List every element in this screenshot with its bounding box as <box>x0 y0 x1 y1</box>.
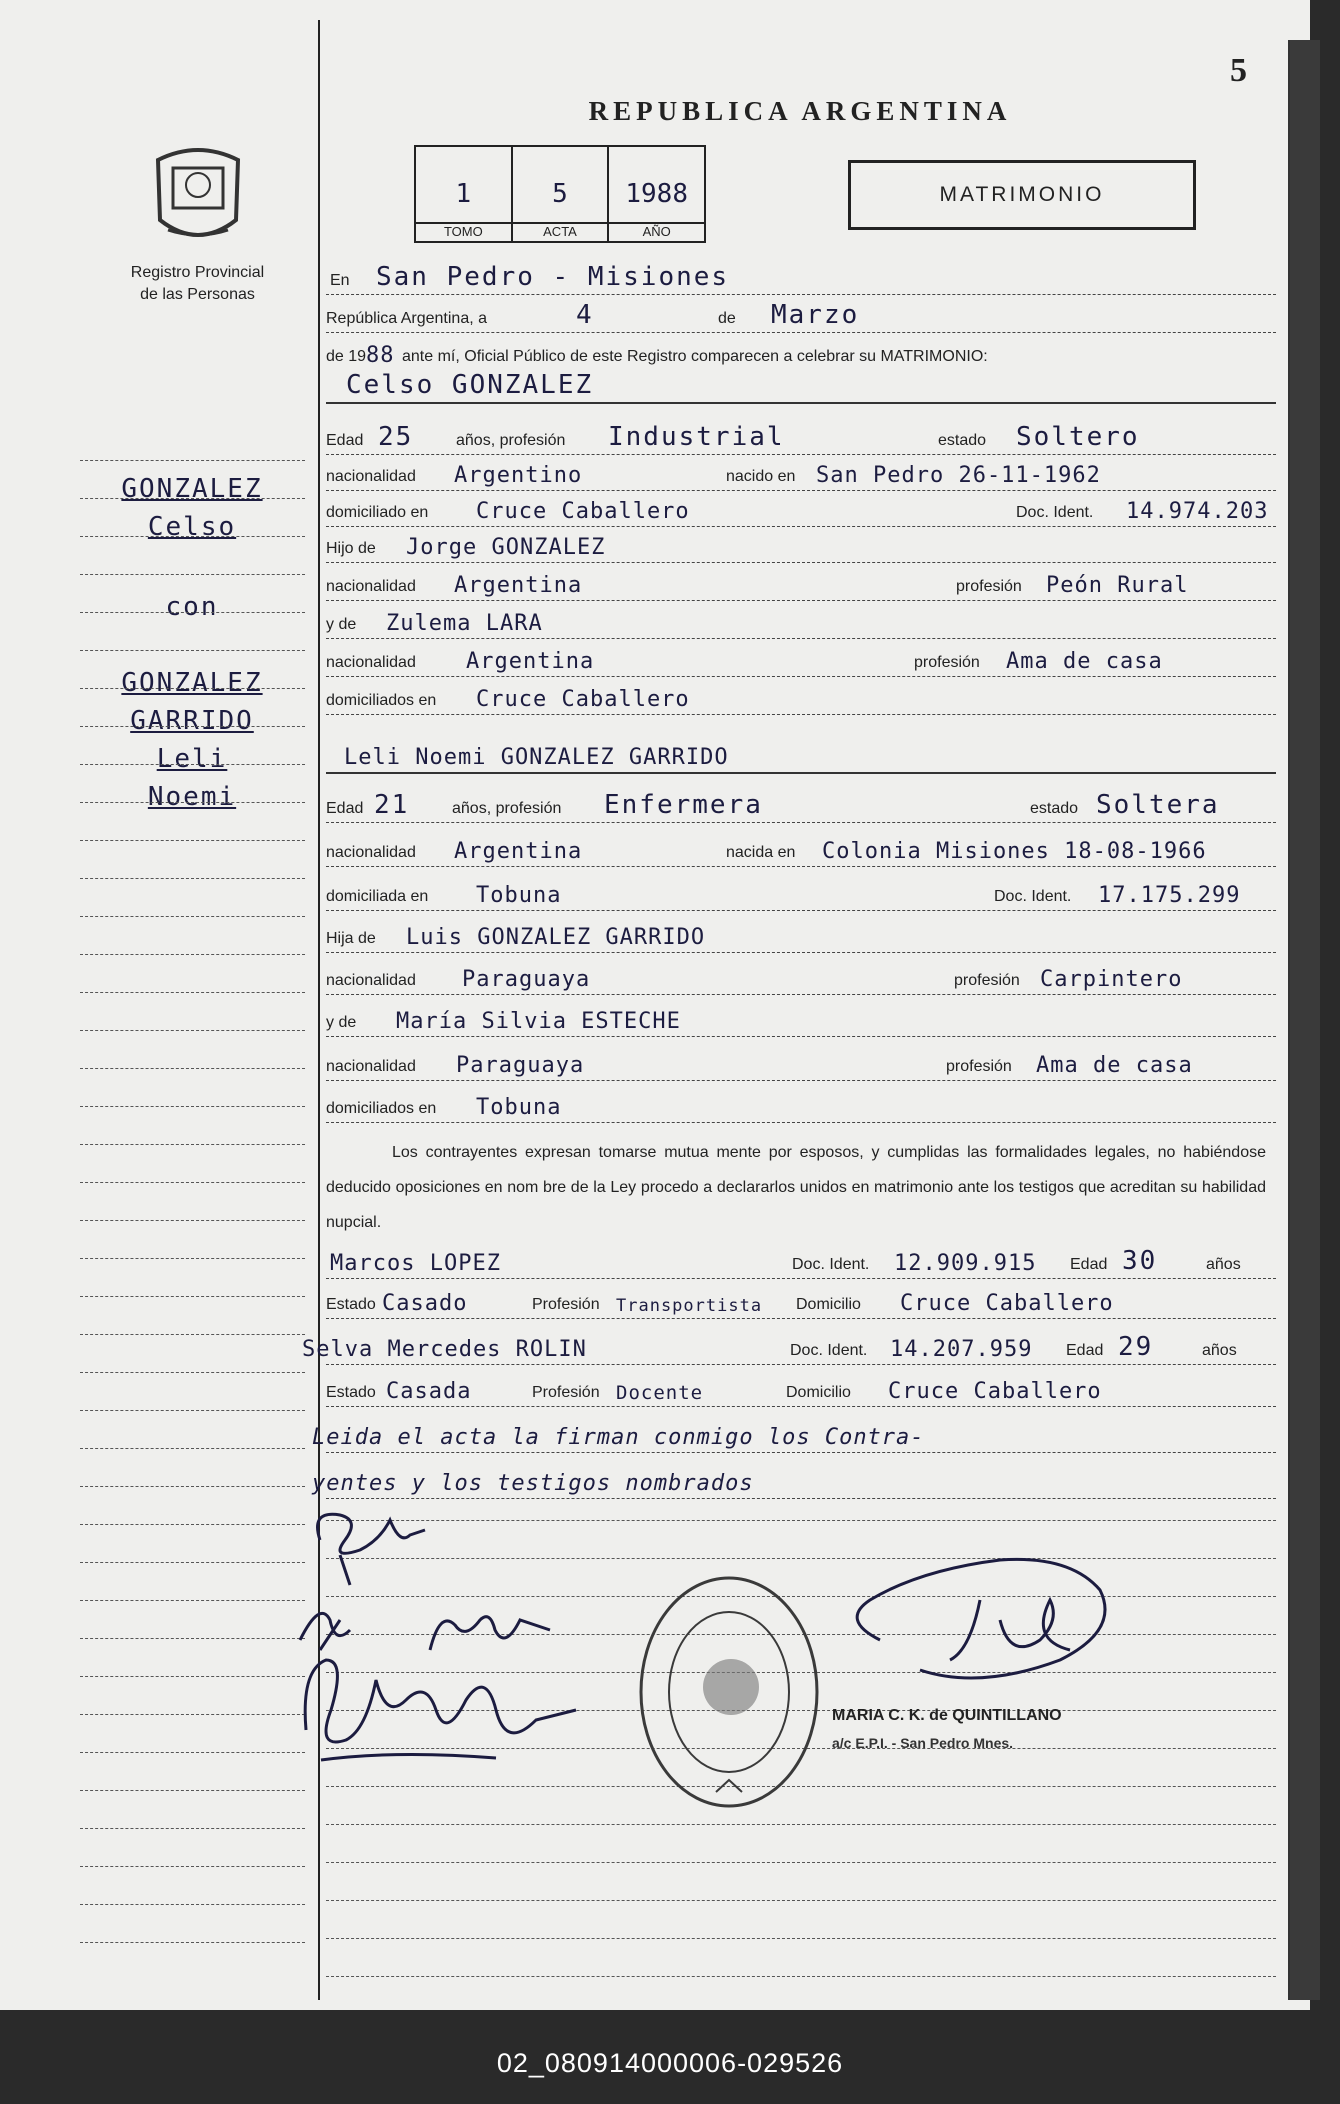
page-edge <box>1290 40 1320 2000</box>
label: Edad <box>326 432 364 449</box>
acta-value: 5 <box>552 179 568 209</box>
bride-father-profession: Carpintero <box>1040 967 1183 992</box>
margin-rule <box>80 1600 305 1601</box>
margin-rule <box>80 954 305 955</box>
ruled-line <box>326 1976 1276 1977</box>
ruled-line <box>326 1862 1276 1863</box>
label: Doc. Ident. <box>792 1256 870 1273</box>
officer-name: MARIA C. K. de QUINTILLANO <box>832 1707 1062 1724</box>
ruled-line <box>326 1520 1276 1521</box>
label: Doc. Ident. <box>1016 504 1094 521</box>
margin-rule <box>80 1410 305 1411</box>
label: Hija de <box>326 930 376 947</box>
bride-age-row <box>326 790 1276 823</box>
witness1-details-row <box>326 1286 1276 1319</box>
bride-mother-nationality: Paraguaya <box>456 1053 585 1078</box>
bride-nationality-row <box>326 834 1276 867</box>
closing-text-1: Leida el acta la firman conmigo los Contra- <box>312 1425 925 1450</box>
bride-address: Tobuna <box>476 883 562 908</box>
bride-parents-address: Tobuna <box>476 1095 562 1120</box>
de-label: de <box>718 310 736 327</box>
bride-mother: María Silvia ESTECHE <box>396 1009 681 1034</box>
margin-rule <box>80 1752 305 1753</box>
ruled-line <box>326 1938 1276 1939</box>
bride-father-row <box>326 920 1276 953</box>
witness2-age: 29 <box>1118 1332 1154 1362</box>
bride-mother-profession: Ama de casa <box>1036 1053 1193 1078</box>
ruled-line <box>326 1824 1276 1825</box>
margin-name: Leli <box>156 744 228 774</box>
bride-mother-nat-row <box>326 1048 1276 1081</box>
signature-groom <box>300 1500 450 1590</box>
label: profesión <box>914 654 980 671</box>
groom-nationality-row <box>326 458 1276 491</box>
margin-rule <box>80 574 305 575</box>
registry-line-2: de las Personas <box>140 286 255 303</box>
label: nacido en <box>726 468 796 485</box>
margin-rule <box>80 1372 305 1373</box>
label: nacionalidad <box>326 1058 416 1075</box>
groom-mother-nat-row <box>326 644 1276 677</box>
place-value: San Pedro - Misiones <box>376 262 730 292</box>
bride-status: Soltera <box>1096 790 1220 820</box>
witness2-address: Cruce Caballero <box>888 1379 1102 1404</box>
anio-label: AÑO <box>609 222 704 239</box>
label: Domicilio <box>796 1296 861 1313</box>
margin-rule <box>80 460 305 461</box>
officer-title: a/c E.P.I. - San Pedro Mnes. <box>832 1735 1014 1751</box>
label: nacionalidad <box>326 654 416 671</box>
witness1-row <box>326 1246 1276 1279</box>
margin-rule <box>80 1068 305 1069</box>
official-stamp-icon <box>636 1572 822 1812</box>
margin-name: Noemi <box>147 782 237 812</box>
margin-name: con <box>165 592 219 622</box>
label: domiciliado en <box>326 504 429 521</box>
place-row <box>326 262 1276 295</box>
label: nacionalidad <box>326 972 416 989</box>
registry-line-1: Registro Provincial <box>130 264 265 281</box>
intro-text: ante mí, Oficial Público de este Registro comparecen a celebrar su MATRIMONIO: <box>402 348 988 365</box>
groom-father-nat-row <box>326 568 1276 601</box>
margin-rule <box>80 536 305 537</box>
label: nacionalidad <box>326 578 416 595</box>
margin-rule <box>80 1866 305 1867</box>
margin-rule <box>80 1942 305 1943</box>
acta-label: ACTA <box>513 222 608 239</box>
margin-rule <box>80 1676 305 1677</box>
margin-name: GONZALEZ <box>121 668 263 698</box>
bride-parents-address-row <box>326 1090 1276 1123</box>
groom-name-row <box>326 370 1276 404</box>
month-value: Marzo <box>771 300 860 330</box>
groom-age: 25 <box>378 422 414 452</box>
bride-name-row <box>326 740 1276 774</box>
signature-witnesses <box>296 1640 596 1770</box>
groom-status: Soltero <box>1016 422 1140 452</box>
label: nacionalidad <box>326 468 416 485</box>
groom-father-profession: Peón Rural <box>1046 573 1189 598</box>
margin-rule <box>80 878 305 879</box>
closing-text-2: yentes y los testigos nombrados <box>312 1471 754 1496</box>
witness2-name: Selva Mercedes ROLIN <box>302 1337 587 1362</box>
margin-rule <box>80 1258 305 1259</box>
witness2-status: Casada <box>386 1379 472 1404</box>
margin-rule <box>80 1334 305 1335</box>
groom-nationality: Argentino <box>454 463 583 488</box>
bride-name: Leli Noemi GONZALEZ GARRIDO <box>344 745 729 770</box>
margin-rule <box>80 764 305 765</box>
groom-mother-profession: Ama de casa <box>1006 649 1163 674</box>
margin-rule <box>80 1220 305 1221</box>
witness1-profession: Transportista <box>616 1296 763 1316</box>
closing-row-2 <box>312 1466 1276 1499</box>
label: años <box>1202 1342 1237 1359</box>
witness1-name: Marcos LOPEZ <box>330 1251 501 1276</box>
margin-rule <box>80 1714 305 1715</box>
page-number: 5 <box>1230 52 1247 89</box>
declaration-text: Los contrayentes expresan tomarse mutua mente por esposos, y cumplidas las formalidades legales, no habiéndose deducido oposiciones en nom bre de la Ley procedo a declararlos unidos en matrimonio ante los testigos que acreditan su habilidad nupcial. <box>326 1144 1266 1231</box>
margin-rule <box>80 1790 305 1791</box>
label: domiciliados en <box>326 692 437 709</box>
groom-doc: 14.974.203 <box>1126 499 1269 524</box>
label: y de <box>326 616 357 633</box>
margin-rule <box>80 1828 305 1829</box>
groom-mother-nationality: Argentina <box>466 649 595 674</box>
label: Profesión <box>532 1384 600 1401</box>
label: profesión <box>946 1058 1012 1075</box>
label: Estado <box>326 1384 376 1401</box>
date-row <box>326 300 1276 333</box>
groom-father-row <box>326 530 1276 563</box>
witness1-address: Cruce Caballero <box>900 1291 1114 1316</box>
republica-label: República Argentina, a <box>326 310 487 327</box>
groom-birth: San Pedro 26-11-1962 <box>816 463 1101 488</box>
margin-rule <box>80 612 305 613</box>
margin-rule <box>80 688 305 689</box>
margin-rule <box>80 1448 305 1449</box>
provincial-seal-icon <box>148 140 248 250</box>
margin-name: GONZALEZ <box>121 474 263 504</box>
groom-address-row <box>326 494 1276 527</box>
label: Doc. Ident. <box>790 1342 868 1359</box>
bride-age: 21 <box>374 790 410 820</box>
groom-age-row <box>326 422 1276 455</box>
margin-name: Celso <box>147 512 237 542</box>
groom-parents-address: Cruce Caballero <box>476 687 690 712</box>
groom-father-nationality: Argentina <box>454 573 583 598</box>
label: Edad <box>1070 1256 1108 1273</box>
anio-value: 1988 <box>625 179 688 209</box>
bride-profession: Enfermera <box>604 790 763 820</box>
label: años, profesión <box>456 432 566 449</box>
record-number-box <box>414 145 706 243</box>
label: Edad <box>1066 1342 1104 1359</box>
label: profesión <box>954 972 1020 989</box>
margin-rule <box>80 916 305 917</box>
margin-rule <box>80 1638 305 1639</box>
bride-nationality: Argentina <box>454 839 583 864</box>
intro-row <box>326 338 1276 370</box>
label: domiciliados en <box>326 1100 437 1117</box>
footer-code: 02_080914000006-029526 <box>496 2048 844 2078</box>
margin-rule <box>80 1486 305 1487</box>
en-label: En <box>330 272 350 289</box>
margin-rule <box>80 498 305 499</box>
groom-mother: Zulema LARA <box>386 611 543 636</box>
bride-doc: 17.175.299 <box>1098 883 1241 908</box>
label: Domicilio <box>786 1384 851 1401</box>
ruled-line <box>326 1900 1276 1901</box>
bride-mother-row <box>326 1004 1276 1037</box>
margin-rule <box>80 1030 305 1031</box>
margin-rule <box>80 1904 305 1905</box>
groom-parents-address-row <box>326 682 1276 715</box>
label: Edad <box>326 800 364 817</box>
document-type-box: MATRIMONIO <box>848 160 1196 230</box>
label: y de <box>326 1014 357 1031</box>
signature-officer <box>800 1540 1130 1700</box>
margin-rule <box>80 1144 305 1145</box>
witness1-doc: 12.909.915 <box>894 1251 1037 1276</box>
label: domiciliada en <box>326 888 429 905</box>
margin-rule <box>80 726 305 727</box>
margin-rule <box>80 1524 305 1525</box>
label: Profesión <box>532 1296 600 1313</box>
groom-name: Celso GONZALEZ <box>346 370 594 400</box>
label: años <box>1206 1256 1241 1273</box>
label: Estado <box>326 1296 376 1313</box>
groom-mother-row <box>326 606 1276 639</box>
margin-rule <box>80 650 305 651</box>
year-suffix: 88 <box>366 343 395 368</box>
right-border <box>1288 40 1290 2000</box>
margin-rule <box>80 992 305 993</box>
label: nacionalidad <box>326 844 416 861</box>
groom-address: Cruce Caballero <box>476 499 690 524</box>
witness1-age: 30 <box>1122 1246 1158 1276</box>
registry-name <box>90 262 305 306</box>
bride-birth: Colonia Misiones 18-08-1966 <box>822 839 1207 864</box>
bride-father: Luis GONZALEZ GARRIDO <box>406 925 706 950</box>
label: estado <box>1030 800 1079 817</box>
margin-rule <box>80 1562 305 1563</box>
witness1-status: Casado <box>382 1291 468 1316</box>
witness2-row <box>302 1332 1276 1365</box>
witness2-doc: 14.207.959 <box>890 1337 1033 1362</box>
closing-row-1 <box>312 1420 1276 1453</box>
witness2-profession: Docente <box>616 1382 704 1404</box>
document-heading: REPUBLICA ARGENTINA <box>588 96 1012 126</box>
bride-father-nat-row <box>326 962 1276 995</box>
margin-rule <box>80 802 305 803</box>
label: estado <box>938 432 987 449</box>
label: Doc. Ident. <box>994 888 1072 905</box>
label: Hijo de <box>326 540 376 557</box>
margin-name: GARRIDO <box>130 706 254 736</box>
label: profesión <box>956 578 1022 595</box>
bride-father-nationality: Paraguaya <box>462 967 591 992</box>
margin-rule <box>80 840 305 841</box>
groom-father: Jorge GONZALEZ <box>406 535 606 560</box>
groom-profession: Industrial <box>608 422 785 452</box>
label: nacida en <box>726 844 796 861</box>
bride-address-row <box>326 878 1276 911</box>
day-value: 4 <box>576 300 594 330</box>
tomo-value: 1 <box>455 179 472 209</box>
label: años, profesión <box>452 800 562 817</box>
tomo-label: TOMO <box>416 222 511 239</box>
year-prefix: de 19 <box>326 348 367 365</box>
margin-rule <box>80 1182 305 1183</box>
witness2-details-row <box>326 1374 1276 1407</box>
margin-rule <box>80 1106 305 1107</box>
margin-rule <box>80 1296 305 1297</box>
